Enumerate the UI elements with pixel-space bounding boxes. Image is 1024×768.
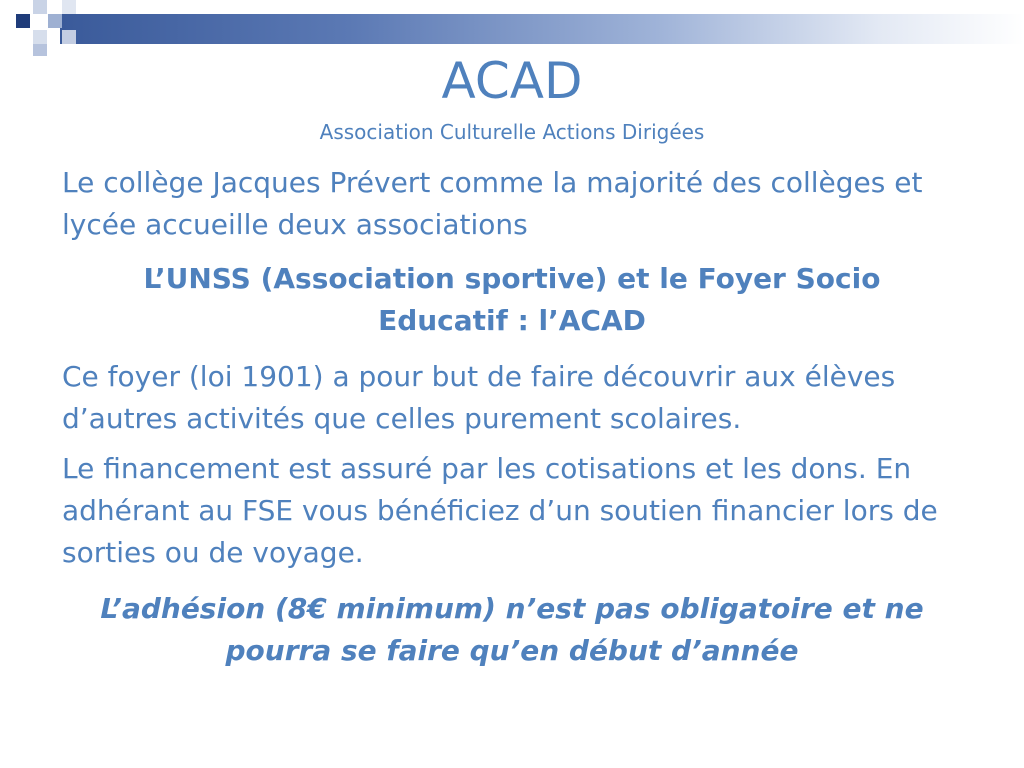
- funding-paragraph: Le financement est assuré par les cotisations et les dons. En adhérant au FSE vous bénéficiez d’un soutien financier lors de sorties ou de voyage.: [62, 452, 938, 569]
- decor-square: [33, 0, 47, 14]
- slide-subtitle: Association Culturelle Actions Dirigées: [319, 120, 705, 144]
- header-band: [60, 14, 1024, 44]
- decor-square: [62, 0, 76, 14]
- decor-square: [48, 14, 62, 28]
- decor-square: [62, 30, 76, 44]
- membership-line-1: L’adhésion (8€ minimum) n’est pas obligatoire et ne: [100, 592, 924, 625]
- membership-line-2: pourra se faire qu’en début d’année: [225, 634, 799, 667]
- decor-square: [33, 30, 47, 44]
- decor-square: [16, 14, 30, 28]
- associations-line-2: Educatif : l’ACAD: [378, 304, 646, 337]
- slide-title: ACAD: [441, 52, 583, 110]
- associations-line-1: L’UNSS (Association sportive) et le Foyer Socio: [143, 262, 881, 295]
- associations-paragraph: [62, 258, 962, 342]
- intro-paragraph: Le collège Jacques Prévert comme la majorité des collèges et lycée accueille deux associations: [62, 166, 923, 241]
- purpose-paragraph: Ce foyer (loi 1901) a pour but de faire découvrir aux élèves d’autres activités que celles purement scolaires.: [62, 360, 896, 435]
- membership-paragraph: [62, 588, 962, 672]
